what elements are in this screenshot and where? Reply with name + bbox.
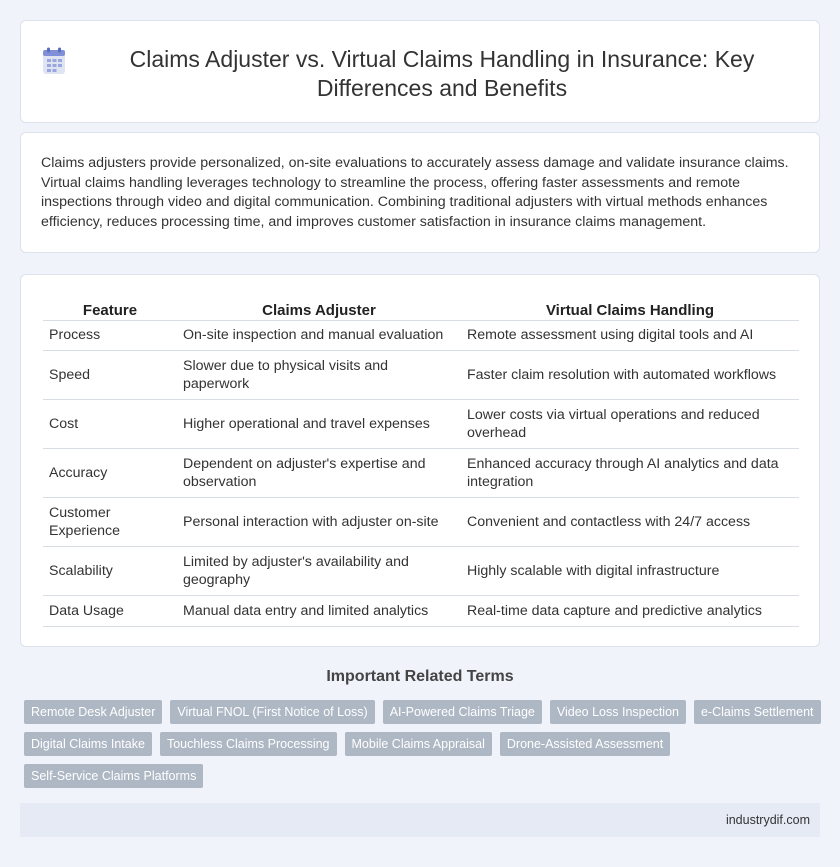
related-term-tag[interactable]: e-Claims Settlement (694, 700, 821, 724)
row-feature: Data Usage (43, 595, 177, 626)
footer-bar (20, 803, 820, 837)
related-term-tag[interactable]: Video Loss Inspection (550, 700, 686, 724)
footer-site-link[interactable]: industrydif.com (725, 813, 810, 827)
intro-paragraph: Claims adjusters provide personalized, on-site evaluations to accurately assess damage and validate insurance claims. Virtual claims handling leverages technology to streamline the process, offering faster assessments and remote inspections through video and digital communication. Combining traditional adjusters with virtual methods enhances efficiency, reduces processing time, and improves customer satisfaction in insurance claims management. (41, 155, 789, 230)
related-term-tag[interactable]: Drone-Assisted Assessment (500, 732, 670, 756)
row-adjuster-value: On-site inspection and manual evaluation (177, 320, 461, 350)
table-row (43, 350, 799, 399)
related-term-tag[interactable]: Mobile Claims Appraisal (345, 732, 492, 756)
row-adjuster-value: Manual data entry and limited analytics (177, 595, 461, 626)
row-virtual-value: Convenient and contactless with 24/7 access (461, 497, 799, 546)
related-term-tag[interactable]: Virtual FNOL (First Notice of Loss) (170, 700, 374, 724)
related-term-tag[interactable]: Digital Claims Intake (24, 732, 152, 756)
header-feature: Feature (43, 295, 177, 320)
title-card (20, 20, 820, 123)
header-claims-adjuster: Claims Adjuster (177, 295, 461, 320)
row-virtual-value: Remote assessment using digital tools and AI (461, 320, 799, 350)
row-virtual-value: Enhanced accuracy through AI analytics and data integration (461, 448, 799, 497)
table-row (43, 448, 799, 497)
table-row (43, 497, 799, 546)
table-row (43, 320, 799, 350)
header-virtual-claims: Virtual Claims Handling (461, 295, 799, 320)
row-feature: Cost (43, 399, 177, 448)
table-header-row (43, 295, 799, 320)
row-adjuster-value: Dependent on adjuster's expertise and observation (177, 448, 461, 497)
comparison-card (20, 274, 820, 647)
row-adjuster-value: Personal interaction with adjuster on-site (177, 497, 461, 546)
row-virtual-value: Faster claim resolution with automated workflows (461, 350, 799, 399)
related-term-tag[interactable]: Remote Desk Adjuster (24, 700, 162, 724)
row-feature: Customer Experience (43, 497, 177, 546)
related-terms-list (24, 700, 824, 788)
row-adjuster-value: Limited by adjuster's availability and geography (177, 546, 461, 595)
row-adjuster-value: Higher operational and travel expenses (177, 399, 461, 448)
row-virtual-value: Lower costs via virtual operations and reduced overhead (461, 399, 799, 448)
row-feature: Scalability (43, 546, 177, 595)
related-term-tag[interactable]: Self-Service Claims Platforms (24, 764, 203, 788)
row-feature: Speed (43, 350, 177, 399)
related-term-tag[interactable]: AI-Powered Claims Triage (383, 700, 542, 724)
related-term-tag[interactable]: Touchless Claims Processing (160, 732, 337, 756)
related-terms-heading: Important Related Terms (326, 668, 514, 685)
row-virtual-value: Highly scalable with digital infrastructure (461, 546, 799, 595)
table-row (43, 546, 799, 595)
row-virtual-value: Real-time data capture and predictive analytics (461, 595, 799, 626)
document-icon (41, 47, 67, 75)
intro-card (20, 132, 820, 253)
row-feature: Process (43, 320, 177, 350)
row-feature: Accuracy (43, 448, 177, 497)
row-adjuster-value: Slower due to physical visits and paperwork (177, 350, 461, 399)
table-row (43, 595, 799, 626)
page-title: Claims Adjuster vs. Virtual Claims Handling in Insurance: Key Differences and Benefits (129, 46, 755, 101)
comparison-table (43, 295, 799, 627)
table-row (43, 399, 799, 448)
